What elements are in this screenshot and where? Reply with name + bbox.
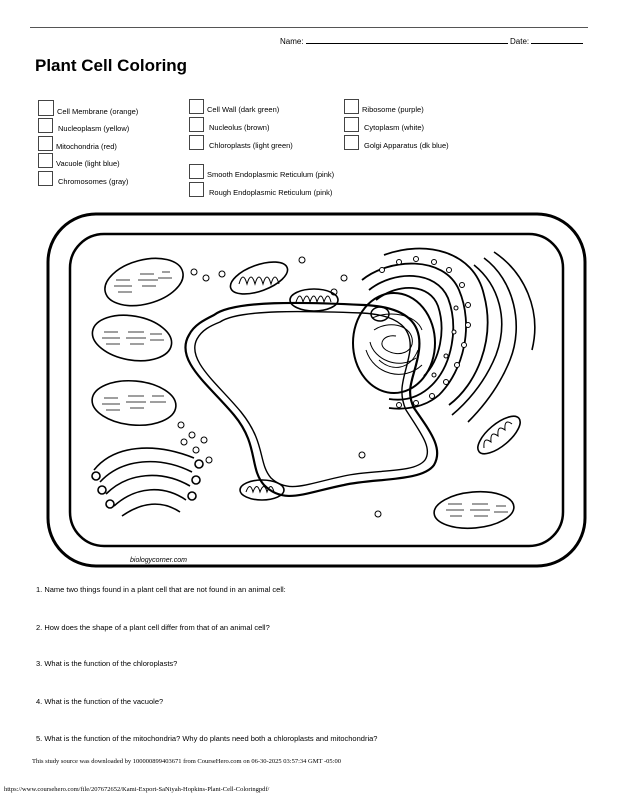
color-box[interactable] bbox=[344, 99, 359, 114]
color-box[interactable] bbox=[38, 153, 53, 168]
question-3: 3. What is the function of the chloroplasts? bbox=[36, 659, 178, 668]
legend-label: Cell Wall (dark green) bbox=[207, 105, 280, 114]
legend-label: Nucleoplasm (yellow) bbox=[58, 124, 130, 133]
legend-label: Cytoplasm (white) bbox=[364, 123, 425, 132]
header-rule bbox=[30, 27, 588, 28]
download-notice: This study source was downloaded by 100000899403671 from CourseHero.com on 06-30-2025 03:57:34 GMT -05:00 bbox=[32, 758, 341, 765]
legend-cell-membrane[interactable] bbox=[38, 100, 138, 116]
date-field[interactable] bbox=[510, 35, 583, 46]
legend-ribosome[interactable] bbox=[344, 99, 424, 114]
smooth-er[interactable] bbox=[452, 252, 535, 422]
legend-chromosomes[interactable] bbox=[38, 171, 128, 186]
color-box[interactable] bbox=[38, 100, 54, 116]
date-label: Date: bbox=[510, 37, 530, 46]
legend-smooth-er[interactable] bbox=[189, 164, 334, 179]
cell-wall[interactable] bbox=[48, 214, 585, 566]
question-1: 1. Name two things found in a plant cell that are not found in an animal cell: bbox=[36, 585, 286, 594]
legend-golgi[interactable] bbox=[344, 135, 449, 150]
color-box[interactable] bbox=[344, 117, 359, 132]
legend-cell-wall[interactable] bbox=[189, 99, 279, 114]
color-box[interactable] bbox=[344, 135, 359, 150]
date-blank[interactable] bbox=[531, 35, 583, 44]
mitochondria[interactable] bbox=[226, 256, 526, 500]
legend-label: Ribosome (purple) bbox=[362, 105, 424, 114]
source-url[interactable]: https://www.coursehero.com/file/207672652/Kami-Export-SaNiyah-Hopkins-Plant-Cell-Coloringpdf/ bbox=[4, 786, 270, 793]
question-5: 5. What is the function of the mitochondria? Why do plants need both a chloroplasts and mitochondria? bbox=[36, 734, 378, 743]
thylakoids bbox=[102, 272, 508, 516]
legend-label: Golgi Apparatus (dk blue) bbox=[364, 141, 449, 150]
legend-label: Vacuole (light blue) bbox=[56, 159, 120, 168]
legend-vacuole[interactable] bbox=[38, 153, 120, 168]
legend-label: Chromosomes (gray) bbox=[58, 177, 129, 186]
color-box[interactable] bbox=[38, 171, 53, 186]
ribosomes[interactable] bbox=[178, 257, 471, 518]
page-title: Plant Cell Coloring bbox=[35, 56, 188, 75]
nucleus[interactable] bbox=[353, 293, 435, 393]
question-2: 2. How does the shape of a plant cell differ from that of an animal cell? bbox=[36, 623, 270, 632]
legend-chloroplasts[interactable] bbox=[189, 135, 293, 150]
golgi-apparatus[interactable] bbox=[92, 448, 203, 516]
color-box[interactable] bbox=[38, 136, 53, 151]
plant-cell-diagram[interactable] bbox=[44, 210, 589, 572]
color-box[interactable] bbox=[189, 182, 204, 197]
legend-mitochondria[interactable] bbox=[38, 136, 117, 151]
legend-label: Rough Endoplasmic Reticulum (pink) bbox=[209, 188, 333, 197]
color-box[interactable] bbox=[189, 99, 204, 114]
color-box[interactable] bbox=[189, 117, 204, 132]
color-box[interactable] bbox=[189, 164, 204, 179]
legend-label: Nucleolus (brown) bbox=[209, 123, 270, 132]
color-box[interactable] bbox=[189, 135, 204, 150]
legend-label: Chloroplasts (light green) bbox=[209, 141, 293, 150]
diagram-credit: biologycorner.com bbox=[130, 557, 187, 564]
color-box[interactable] bbox=[38, 118, 53, 133]
name-field[interactable] bbox=[280, 35, 508, 46]
legend-rough-er[interactable] bbox=[189, 182, 332, 197]
name-blank[interactable] bbox=[306, 35, 508, 44]
legend-nucleoplasm[interactable] bbox=[38, 118, 129, 133]
legend-label: Cell Membrane (orange) bbox=[57, 107, 139, 116]
legend-label: Mitochondria (red) bbox=[56, 142, 117, 151]
name-label: Name: bbox=[280, 37, 304, 46]
question-4: 4. What is the function of the vacuole? bbox=[36, 697, 164, 706]
legend-nucleolus[interactable] bbox=[189, 117, 269, 132]
legend-label: Smooth Endoplasmic Reticulum (pink) bbox=[207, 170, 335, 179]
legend-cytoplasm[interactable] bbox=[344, 117, 424, 132]
